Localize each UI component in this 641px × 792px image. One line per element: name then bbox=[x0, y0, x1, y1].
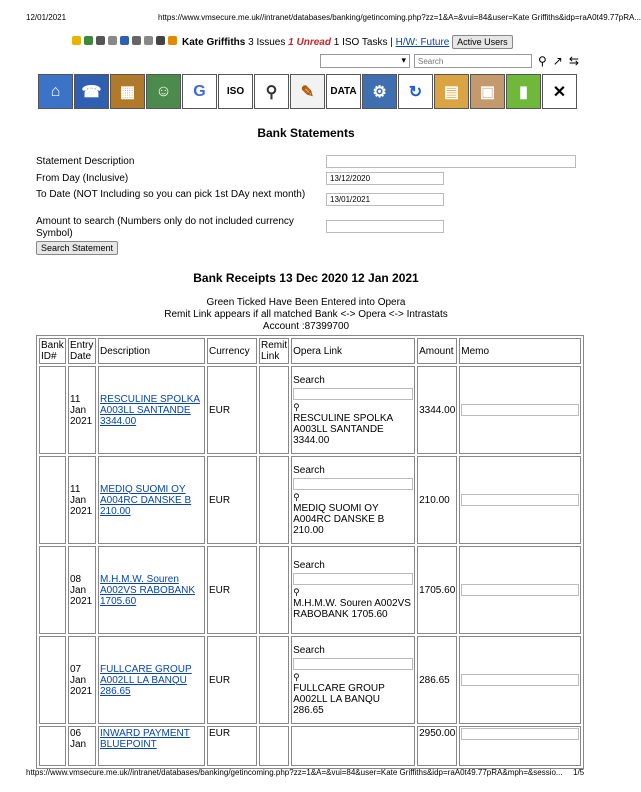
memo-input[interactable] bbox=[461, 404, 579, 416]
opera-search-input[interactable] bbox=[293, 658, 413, 670]
memo-cell bbox=[459, 636, 581, 724]
amount-cell: 3344.00 bbox=[417, 366, 457, 454]
external-link-icon[interactable]: ↗ bbox=[552, 54, 563, 68]
opera-match-text: MEDIQ SUOMI OY A004RC DANSKE B 210.00 bbox=[293, 502, 385, 536]
opera-search-label: Search bbox=[293, 560, 325, 571]
star-icon[interactable] bbox=[72, 36, 81, 45]
statement-description-label: Statement Description bbox=[36, 156, 135, 167]
iso-tasks[interactable]: 1 ISO Tasks | bbox=[333, 36, 393, 48]
memo-input[interactable] bbox=[461, 494, 579, 506]
currency-cell: EUR bbox=[207, 636, 257, 724]
from-day-input[interactable] bbox=[326, 172, 444, 185]
table-row bbox=[39, 546, 581, 634]
key-icon[interactable] bbox=[108, 36, 117, 45]
bank-id-cell bbox=[39, 456, 66, 544]
remit-link-cell bbox=[259, 636, 289, 724]
bank-id-cell bbox=[39, 636, 66, 724]
header-bank-id: Bank ID# bbox=[39, 338, 66, 364]
memo-cell bbox=[459, 456, 581, 544]
opera-search-input[interactable] bbox=[293, 573, 413, 585]
calendar-icon[interactable] bbox=[144, 36, 153, 45]
toolbar-icons bbox=[72, 36, 180, 48]
active-users-button[interactable]: Active Users bbox=[452, 35, 513, 49]
memo-input[interactable] bbox=[461, 584, 579, 596]
user-name: Kate Griffiths bbox=[182, 36, 246, 48]
currency-cell: EUR bbox=[207, 366, 257, 454]
table-header-row bbox=[39, 338, 581, 364]
entry-date-cell: 06 Jan bbox=[68, 726, 96, 766]
opera-data-icon[interactable]: DATA bbox=[326, 74, 361, 109]
entry-date-cell: 11 Jan 2021 bbox=[68, 456, 96, 544]
memo-cell bbox=[459, 546, 581, 634]
entry-date-cell: 07 Jan 2021 bbox=[68, 636, 96, 724]
opera-link-cell bbox=[291, 636, 415, 724]
info-line-2: Remit Link appears if all matched Bank <-> Opera <-> Intrastats bbox=[164, 309, 448, 320]
opera-link-cell bbox=[291, 456, 415, 544]
receipts-title: Bank Receipts 13 Dec 2020 12 Jan 2021 bbox=[193, 271, 419, 285]
from-day-label: From Day (Inclusive) bbox=[36, 173, 129, 184]
search-icon[interactable]: ⚲ bbox=[293, 491, 300, 502]
print-url: https://www.vmsecure.me.uk//intranet/databases/banking/getincoming.php?zz=1&A=&vui=84&user=Kate Griffiths&idp=raA0t49.77pRA... bbox=[158, 13, 641, 22]
to-date-label: To Date (NOT Including so you can pick 1st DAy next month) bbox=[36, 189, 306, 200]
print-page-number: 1/5 bbox=[573, 768, 585, 777]
smiley-icon[interactable] bbox=[168, 36, 177, 45]
box-icon[interactable]: ▣ bbox=[470, 74, 505, 109]
memo-cell bbox=[459, 726, 581, 766]
account-number: Account :87399700 bbox=[262, 321, 350, 332]
description-link[interactable]: FULLCARE GROUP A002LL LA BANQU 286.65 bbox=[100, 663, 192, 697]
remit-link-cell bbox=[259, 726, 289, 766]
search-icon[interactable]: ⚲ bbox=[538, 54, 547, 68]
print-footer-url: https://www.vmsecure.me.uk//intranet/databases/banking/getincoming.php?zz=1&A=&vui=84&user=Kate Griffiths&idp=raA0t49.77pRA&mph=&sessio... bbox=[26, 768, 563, 777]
refresh-icon[interactable]: ↻ bbox=[398, 74, 433, 109]
opera-link-cell bbox=[291, 366, 415, 454]
opera-search-input[interactable] bbox=[293, 478, 413, 490]
entry-date-cell: 08 Jan 2021 bbox=[68, 546, 96, 634]
table-row bbox=[39, 636, 581, 724]
currency-cell: EUR bbox=[207, 726, 257, 766]
pin-icon[interactable] bbox=[96, 36, 105, 45]
opera-link-cell bbox=[291, 726, 415, 766]
receipts-table bbox=[36, 335, 584, 769]
description-link[interactable]: INWARD PAYMENT BLUEPOINT bbox=[100, 728, 190, 750]
print-date: 12/01/2021 bbox=[26, 13, 67, 22]
to-date-input[interactable] bbox=[326, 193, 444, 206]
memo-cell bbox=[459, 366, 581, 454]
header-memo: Memo bbox=[459, 338, 581, 364]
chart-icon[interactable]: ▤ bbox=[434, 74, 469, 109]
opera-search-label: Search bbox=[293, 464, 325, 476]
memo-input[interactable] bbox=[461, 674, 579, 686]
description-cell bbox=[98, 726, 205, 766]
remit-link-cell bbox=[259, 546, 289, 634]
currency-cell: EUR bbox=[207, 456, 257, 544]
building-icon[interactable]: ▦ bbox=[110, 74, 145, 109]
hw-future-link[interactable]: H/W: Future bbox=[395, 36, 450, 48]
gear-icon[interactable] bbox=[132, 36, 141, 45]
description-cell bbox=[98, 366, 205, 454]
issues-count[interactable]: 3 Issues bbox=[248, 36, 286, 48]
people-icon[interactable]: ☺ bbox=[146, 74, 181, 109]
description-cell bbox=[98, 636, 205, 724]
bank-id-cell bbox=[39, 546, 66, 634]
table-row bbox=[39, 456, 581, 544]
opera-match-text: FULLCARE GROUP A002LL LA BANQU 286.65 bbox=[293, 682, 385, 716]
magnifier-icon[interactable]: ⚲ bbox=[254, 74, 289, 109]
pen-icon[interactable]: ✎ bbox=[290, 74, 325, 109]
info-line-1: Green Ticked Have Been Entered into Opera bbox=[206, 297, 406, 308]
top-toolbar bbox=[72, 35, 513, 49]
description-link[interactable]: RESCULINE SPOLKA A003LL SANTANDE 3344.00 bbox=[100, 393, 201, 427]
opera-search-label: Search bbox=[293, 644, 325, 656]
google-icon[interactable]: G bbox=[182, 74, 217, 109]
phone-icon[interactable]: ☎ bbox=[74, 74, 109, 109]
bank-id-cell bbox=[39, 366, 66, 454]
book-icon[interactable]: ▮ bbox=[506, 74, 541, 109]
clipboard-icon[interactable] bbox=[156, 36, 165, 45]
search-icon[interactable]: ⚲ bbox=[293, 401, 300, 412]
home-icon[interactable]: ⌂ bbox=[38, 74, 73, 109]
header-description: Description bbox=[98, 338, 205, 364]
unread-count[interactable]: 1 Unread bbox=[288, 36, 331, 48]
header-amount: Amount bbox=[417, 338, 457, 364]
amount-input[interactable] bbox=[326, 220, 444, 233]
site-select[interactable] bbox=[320, 54, 410, 68]
header-entry-date: Entry Date bbox=[68, 338, 96, 364]
description-link[interactable]: MEDIQ SUOMI OY A004RC DANSKE B 210.00 bbox=[100, 483, 192, 517]
header-opera-link: Opera Link bbox=[291, 338, 415, 364]
opera-link-cell bbox=[291, 546, 415, 634]
search-input[interactable] bbox=[414, 54, 532, 68]
amount-cell: 210.00 bbox=[417, 456, 457, 544]
search-statement-button[interactable]: Search Statement bbox=[36, 241, 118, 255]
close-x-icon[interactable]: ✕ bbox=[542, 74, 577, 109]
remit-link-cell bbox=[259, 456, 289, 544]
iso-icon[interactable]: ISO bbox=[218, 74, 253, 109]
page-title: Bank Statements bbox=[257, 126, 355, 140]
amount-cell: 1705.60 bbox=[417, 546, 457, 634]
globe2-icon[interactable] bbox=[120, 36, 129, 45]
gears-icon[interactable]: ⚙ bbox=[362, 74, 397, 109]
header-remit-link: Remit Link bbox=[261, 340, 288, 362]
amount-cell: 2950.00 bbox=[417, 726, 457, 766]
search-icon[interactable]: ⚲ bbox=[293, 587, 300, 597]
opera-search-input[interactable] bbox=[293, 388, 413, 400]
amount-label: Amount to search (Numbers only do not included currency Symbol) bbox=[36, 216, 294, 239]
remit-link-cell bbox=[259, 366, 289, 454]
search-row bbox=[320, 54, 579, 68]
nav-icon-bar bbox=[38, 74, 577, 109]
description-cell bbox=[98, 456, 205, 544]
amount-cell: 286.65 bbox=[417, 636, 457, 724]
entry-date-cell: 11 Jan 2021 bbox=[68, 366, 96, 454]
table-row bbox=[39, 366, 581, 454]
statement-description-input[interactable] bbox=[326, 155, 576, 168]
opera-match-text: M.H.M.W. Souren A002VS RABOBANK 1705.60 bbox=[293, 598, 411, 620]
memo-input[interactable] bbox=[461, 728, 579, 740]
currency-cell: EUR bbox=[207, 546, 257, 634]
header-currency: Currency bbox=[207, 338, 257, 364]
globe-icon[interactable] bbox=[84, 36, 93, 45]
search-icon[interactable]: ⚲ bbox=[293, 671, 300, 682]
table-row bbox=[39, 726, 581, 766]
description-link[interactable]: M.H.M.W. Souren A002VS RABOBANK 1705.60 bbox=[100, 573, 196, 607]
bank-id-cell bbox=[39, 726, 66, 766]
opera-match-text: RESCULINE SPOLKA A003LL SANTANDE 3344.00 bbox=[293, 412, 393, 446]
opera-search-label: Search bbox=[293, 374, 325, 386]
description-cell bbox=[98, 546, 205, 634]
sync-icon[interactable]: ⇆ bbox=[568, 54, 579, 68]
